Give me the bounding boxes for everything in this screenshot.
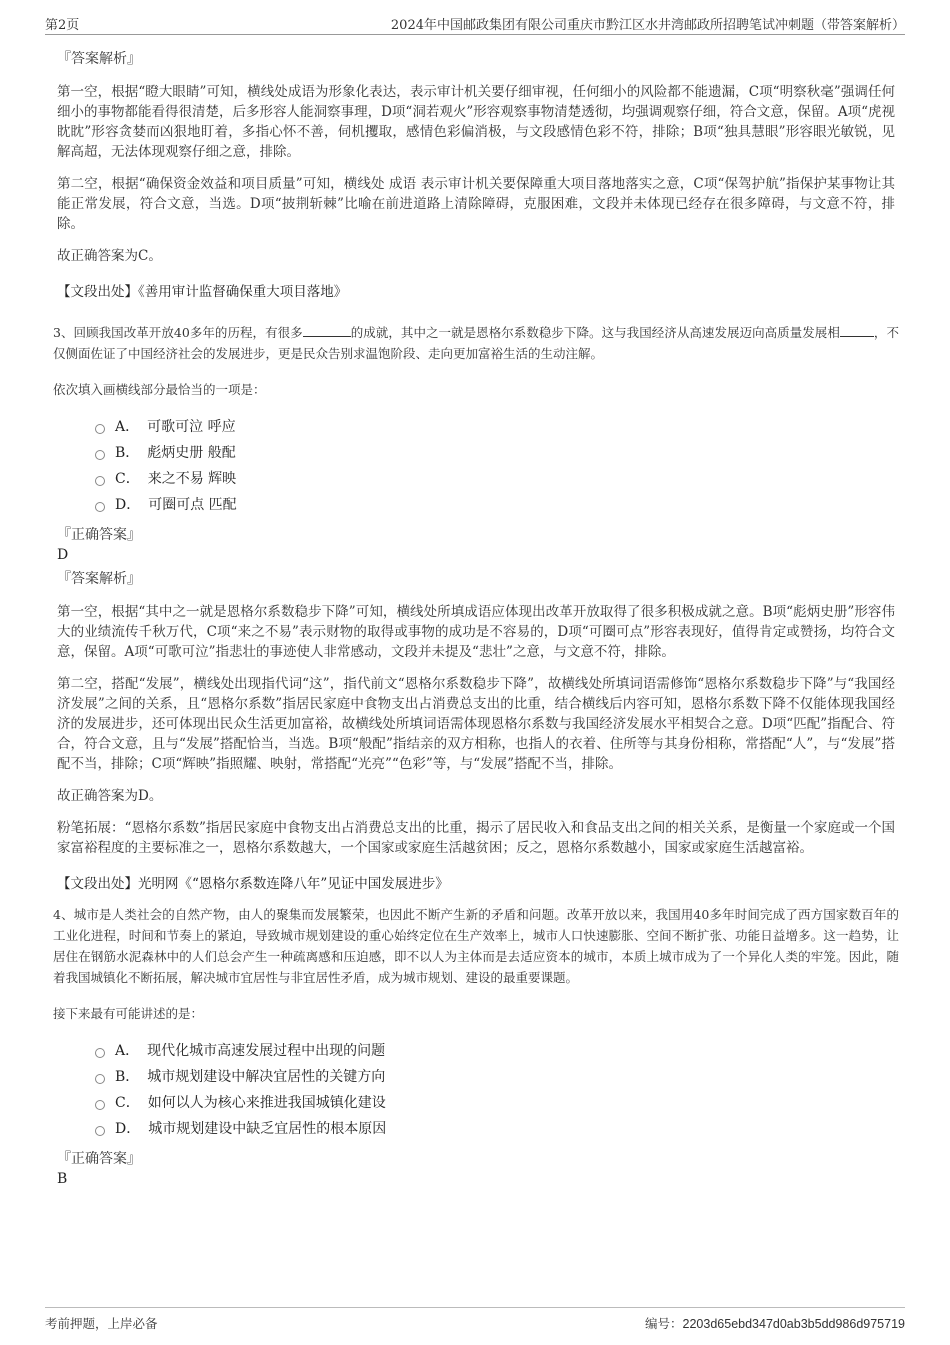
analysis-heading: 『答案解析』 (57, 571, 141, 587)
correct-answer-heading: 『正确答案』 (57, 527, 141, 543)
document-body (53, 40, 899, 1192)
analysis-paragraph: 第一空，根据“瞪大眼睛”可知，横线处成语为形象化表达，表示审计机关要仔细审视，任何细小的风险都不能遗漏，C项“明察秋毫”强调任何细小的事物都能看得很清楚，后多形容人能洞察事理，D项“洞若观火”形容观察事物清楚透彻，均强调观察仔细，符合文意，保留。A项“虎视眈眈”形容贪婪而凶狠地盯着，多指心怀不善，伺机攫取，感情色彩偏消极，与文段感情色彩不符，排除；B项“独具慧眼”形容眼光敏锐，见解高超，无法体现观察仔细之意，排除。 (57, 84, 895, 160)
page-footer (45, 1307, 905, 1332)
option-d[interactable]: D． 可圈可点 匹配 (95, 492, 895, 518)
option-d[interactable]: D． 城市规划建设中缺乏宜居性的根本原因 (95, 1116, 895, 1142)
question-4-text: 4、城市是人类社会的自然产物，由人的聚集而发展繁荣，也因此不断产生新的矛盾和问题。改革开放以来，我国用40多年时间完成了西方国家数百年的工业化进程，时间和节奏上的紧迫，导致城市规划建设的重心始终定位在生产效率上，城市人口快速膨胀、空间不断扩张、功能日益增多。这一趋势，让居住在钢筋水泥森林中的人们总会产生一种疏离感和压迫感，即不以人为主体而是去适应资本的城市，本质上城市成为了一个异化人类的牢笼。因此，随着我国城镇化不断拓展，解决城市宜居性与非宜居性矛盾，成为城市规划、建设的最重要课题。 (53, 907, 899, 985)
question-4-options (95, 1038, 895, 1142)
analysis-paragraph: 第一空，根据“其中之一就是恩格尔系数稳步下降”可知，横线处所填成语应体现出改革开放取得了很多积极成就之意。B项“彪炳史册”形容伟大的业绩流传千秋万代，C项“来之不易”表示财物的取得或事物的成功是不容易的，D项“可圈可点”形容表现好，值得肯定或赞扬，均符合文意，保留。A项“可歌可泣”指悲壮的事迹使人非常感动，文段并未提及“悲壮”之意，与文意不符，排除。 (57, 604, 895, 660)
fill-blank (840, 322, 874, 337)
option-c[interactable]: C． 如何以人为核心来推进我国城镇化建设 (95, 1090, 895, 1116)
option-a[interactable]: A． 可歌可泣 呼应 (95, 414, 895, 440)
conclusion: 故正确答案为C。 (57, 248, 162, 264)
option-a[interactable]: A． 现代化城市高速发展过程中出现的问题 (95, 1038, 895, 1064)
document-code (645, 1314, 905, 1332)
fill-blank (303, 322, 351, 337)
page-number: 第2页 (45, 18, 80, 33)
question-prompt: 接下来最有可能讲述的是： (53, 1006, 204, 1021)
analysis-paragraph: 第二空，搭配“发展”，横线处出现指代词“这”，指代前文“恩格尔系数稳步下降”，故横线处所填词语需修饰“恩格尔系数稳步下降”与“我国经济发展”之间的关系，且“恩格尔系数”指居民家庭中食物支出占消费总支出的比重，结合横线后内容可知，恩格尔系数下降不仅能体现我国经济的发展进步，还可体现出民众生活更加富裕，故横线处所填词语需体现恩格尔系数与我国经济发展水平相契合之意。D项“匹配”指配合、符合，符合文意，且与“发展”搭配恰当，当选。B项“般配”指结亲的双方相称，也指人的衣着、住所等与其身份相称，常搭配“人”，与“发展”搭配不当，排除；C项“辉映”指照耀、映射，常搭配“光亮”“色彩”等，与“发展”搭配不当，排除。 (57, 676, 895, 772)
code-value: 2203d65ebd347d0ab3b5dd986d975719 (682, 1317, 905, 1331)
option-c[interactable]: C． 来之不易 辉映 (95, 466, 895, 492)
question-3-text (53, 322, 899, 364)
radio-button[interactable] (95, 424, 105, 434)
question-text-part: 的成就，其中之一就是恩格尔系数稳步下降。这与我国经济从高速发展迈向高质量发展相 (350, 325, 840, 340)
page-header (45, 14, 905, 35)
question-text-part: ，不仅侧面佐证了中国经济社会的发展进步，更是民众告别求温饱阶段、走向更加富裕生活的生动注解。 (53, 325, 899, 361)
radio-button[interactable] (95, 1074, 105, 1084)
source-citation: 【文段出处】《善用审计监督确保重大项目落地》 (57, 284, 348, 300)
source-citation: 【文段出处】光明网《“恩格尔系数连降八年”见证中国发展进步》 (57, 876, 449, 892)
correct-answer: B (57, 1171, 68, 1187)
question-prompt: 依次填入画横线部分最恰当的一项是： (53, 382, 266, 397)
radio-button[interactable] (95, 450, 105, 460)
radio-button[interactable] (95, 476, 105, 486)
option-b[interactable]: B． 城市规划建设中解决宜居性的关键方向 (95, 1064, 895, 1090)
correct-answer: D (57, 547, 69, 563)
footer-slogan: 考前押题，上岸必备 (45, 1316, 158, 1331)
question-text-part: 3、回顾我国改革开放40多年的历程，有很多 (53, 325, 303, 340)
correct-answer-heading: 『正确答案』 (57, 1151, 141, 1167)
code-label: 编号： (645, 1316, 683, 1331)
radio-button[interactable] (95, 1126, 105, 1136)
analysis-paragraph: 第二空，根据“确保资金效益和项目质量”可知，横线处 成语 表示审计机关要保障重大项目落地落实之意，C项“保驾护航”指保护某事物让其能正常发展，符合文意，当选。D项“披荆斩棘”比喻在前进道路上清除障碍，克服困难，文段并未体现已经存在很多障碍，与文意不符，排除。 (57, 176, 895, 232)
radio-button[interactable] (95, 502, 105, 512)
option-b[interactable]: B． 彪炳史册 般配 (95, 440, 895, 466)
radio-button[interactable] (95, 1048, 105, 1058)
radio-button[interactable] (95, 1100, 105, 1110)
extension-note: 粉笔拓展：“恩格尔系数”指居民家庭中食物支出占消费总支出的比重，揭示了居民收入和食品支出之间的相关关系，是衡量一个家庭或一个国家富裕程度的主要标准之一，恩格尔系数越大，一个国家或家庭生活越贫困；反之，恩格尔系数越小，国家或家庭生活越富裕。 (57, 820, 895, 856)
conclusion: 故正确答案为D。 (57, 788, 163, 804)
question-3-options (95, 414, 895, 518)
document-title: 2024年中国邮政集团有限公司重庆市黔江区水井湾邮政所招聘笔试冲刺题（带答案解析） (390, 18, 905, 33)
analysis-heading: 『答案解析』 (57, 51, 141, 67)
